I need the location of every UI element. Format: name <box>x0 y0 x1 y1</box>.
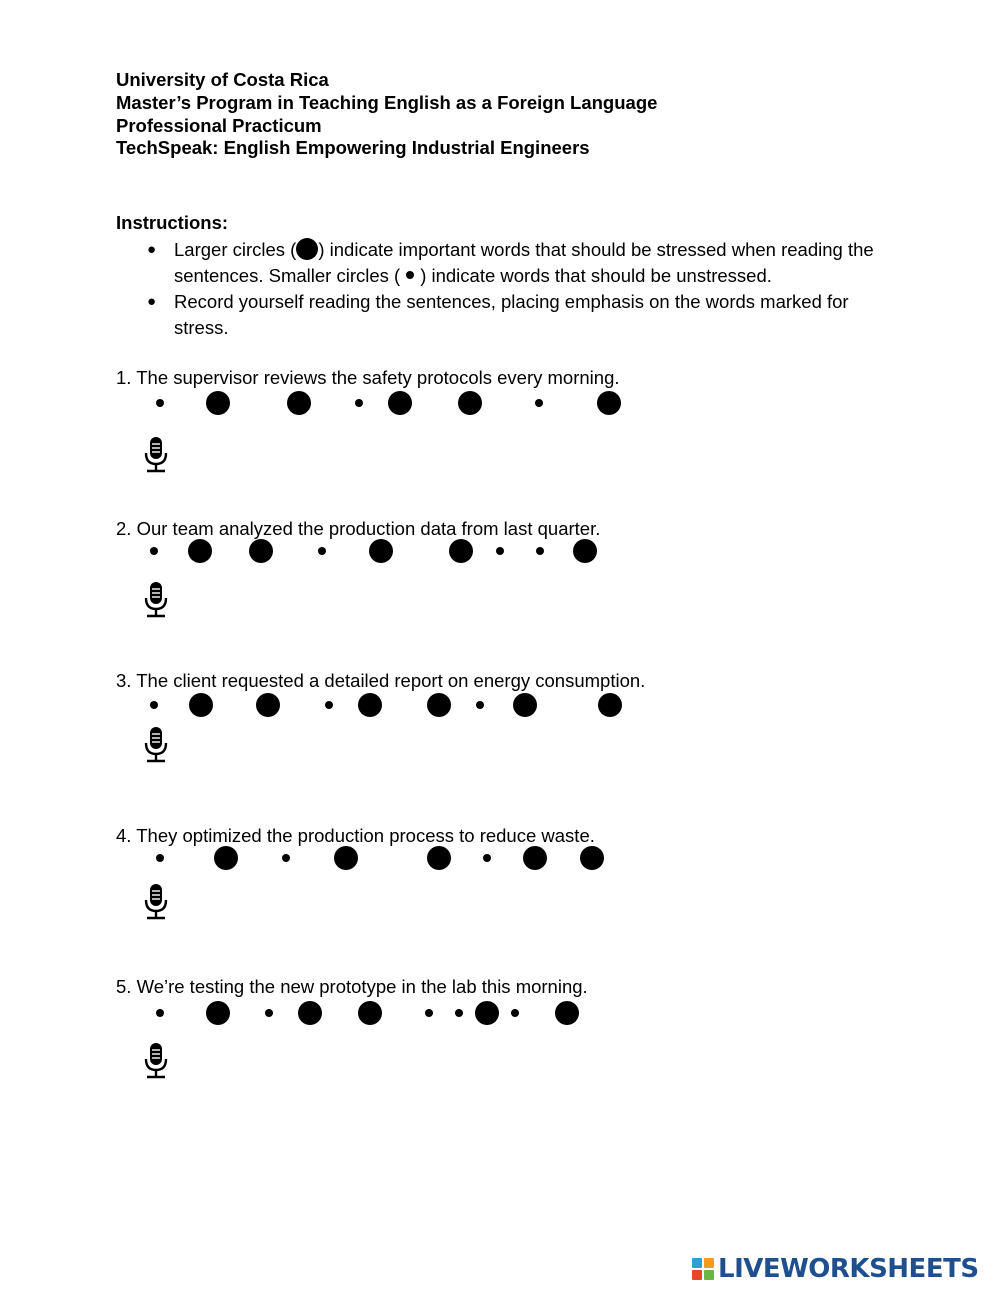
instruction-item <box>116 237 896 289</box>
stressed-word-marker <box>334 846 358 870</box>
stressed-word-marker <box>513 693 537 717</box>
stressed-word-marker <box>388 391 412 415</box>
stressed-word-marker <box>449 539 473 563</box>
stressed-word-marker <box>597 391 621 415</box>
stressed-word-marker <box>358 693 382 717</box>
instructions-list <box>116 237 896 341</box>
large-circle-icon <box>296 238 318 260</box>
sentence-4: 4. They optimized the production process to reduce waste. <box>116 825 595 846</box>
instruction-text: Record yourself reading the sentences, placing emphasis on the words marked for stress. <box>174 291 849 338</box>
unstressed-word-marker <box>536 547 544 555</box>
stressed-word-marker <box>369 539 393 563</box>
stressed-word-marker <box>475 1001 499 1025</box>
bullet-icon: ● <box>147 241 157 258</box>
stressed-word-marker <box>580 846 604 870</box>
stressed-word-marker <box>427 693 451 717</box>
unstressed-word-marker <box>455 1009 463 1017</box>
liveworksheets-logo <box>692 1254 979 1284</box>
instruction-text: ) indicate important words that should be stressed when reading the sentences. Smaller circles ( <box>174 239 874 286</box>
stressed-word-marker <box>458 391 482 415</box>
unstressed-word-marker <box>425 1009 433 1017</box>
small-circle-icon <box>406 271 414 279</box>
unstressed-word-marker <box>156 399 164 407</box>
sentence-3: 3. The client requested a detailed report on energy consumption. <box>116 670 646 691</box>
microphone-icon[interactable] <box>143 581 169 619</box>
sentence-1: 1. The supervisor reviews the safety protocols every morning. <box>116 367 620 388</box>
unstressed-word-marker <box>496 547 504 555</box>
unstressed-word-marker <box>511 1009 519 1017</box>
stressed-word-marker <box>598 693 622 717</box>
sentence-5: 5. We’re testing the new prototype in the lab this morning. <box>116 976 588 997</box>
stressed-word-marker <box>287 391 311 415</box>
course-name: Professional Practicum <box>116 114 322 136</box>
microphone-icon[interactable] <box>143 726 169 764</box>
stressed-word-marker <box>249 539 273 563</box>
stressed-word-marker <box>427 846 451 870</box>
brand-name: LIVEWORKSHEETS <box>718 1254 979 1284</box>
stressed-word-marker <box>523 846 547 870</box>
stressed-word-marker <box>298 1001 322 1025</box>
stressed-word-marker <box>189 693 213 717</box>
microphone-icon[interactable] <box>143 883 169 921</box>
stressed-word-marker <box>256 693 280 717</box>
unstressed-word-marker <box>156 1009 164 1017</box>
instructions-heading: Instructions: <box>116 212 229 233</box>
unstressed-word-marker <box>282 854 290 862</box>
unstressed-word-marker <box>535 399 543 407</box>
instruction-item <box>116 289 896 341</box>
stressed-word-marker <box>206 391 230 415</box>
unstressed-word-marker <box>325 701 333 709</box>
instruction-text: Larger circles ( <box>174 239 297 260</box>
document-header <box>116 69 657 160</box>
stressed-word-marker <box>188 539 212 563</box>
unstressed-word-marker <box>476 701 484 709</box>
bullet-icon: ● <box>147 293 157 310</box>
microphone-icon[interactable] <box>143 436 169 474</box>
unstressed-word-marker <box>150 701 158 709</box>
stressed-word-marker <box>358 1001 382 1025</box>
program-name: Master’s Program in Teaching English as a Foreign Language <box>116 91 658 113</box>
unstressed-word-marker <box>318 547 326 555</box>
stressed-word-marker <box>214 846 238 870</box>
sentence-2: 2. Our team analyzed the production data from last quarter. <box>116 518 601 539</box>
university-name: University of Costa Rica <box>116 69 329 90</box>
liveworksheets-logo-icon <box>692 1258 714 1280</box>
microphone-icon[interactable] <box>143 1042 169 1080</box>
stressed-word-marker <box>573 539 597 563</box>
instruction-text: ) indicate words that should be unstressed. <box>420 265 772 286</box>
stressed-word-marker <box>206 1001 230 1025</box>
unstressed-word-marker <box>355 399 363 407</box>
worksheet-title: TechSpeak: English Empowering Industrial Engineers <box>116 137 590 159</box>
unstressed-word-marker <box>483 854 491 862</box>
unstressed-word-marker <box>156 854 164 862</box>
unstressed-word-marker <box>265 1009 273 1017</box>
stressed-word-marker <box>555 1001 579 1025</box>
unstressed-word-marker <box>150 547 158 555</box>
